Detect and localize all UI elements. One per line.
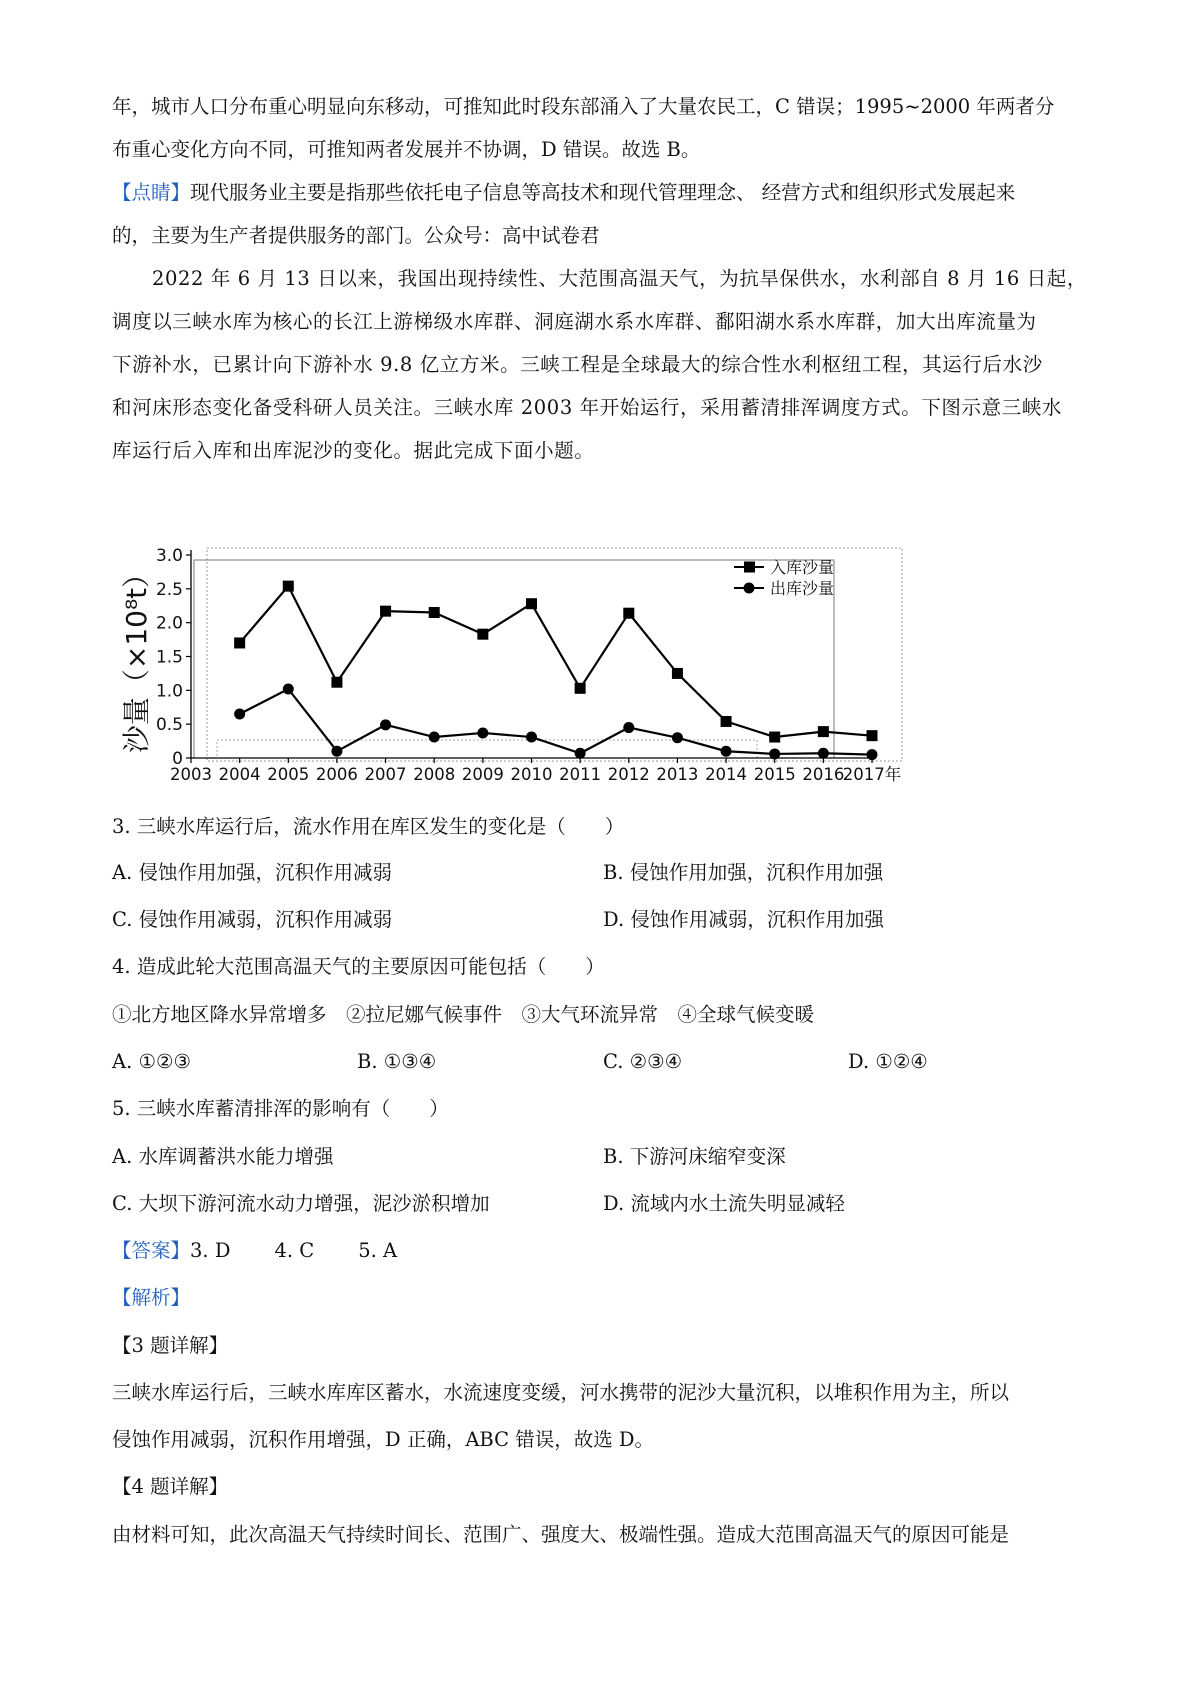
q5-option-b: B. 下游河床缩窄变深 <box>603 1145 786 1168</box>
passage-line: 下游补水，已累计向下游补水 9.8 亿立方米。三峡工程是全球最大的综合性水利枢纽工程，其运行后水沙 <box>112 353 1043 376</box>
data-point-outflow <box>477 727 488 738</box>
q3-option-c: C. 侵蚀作用减弱，沉积作用减弱 <box>112 908 393 931</box>
x-tick-label: 2017年 <box>842 765 902 784</box>
x-tick-label: 2010 <box>510 765 553 784</box>
q3-option-a: A. 侵蚀作用加强，沉积作用减弱 <box>112 861 392 884</box>
data-point-outflow <box>672 732 683 743</box>
y-tick-label: 0 <box>172 749 183 769</box>
x-tick-label: 2011 <box>559 765 602 784</box>
data-point-inflow <box>818 726 829 737</box>
data-point-outflow <box>769 748 780 759</box>
data-point-outflow <box>526 732 537 743</box>
data-point-inflow <box>867 730 878 741</box>
data-point-outflow <box>867 749 878 760</box>
x-tick-label: 2004 <box>218 765 261 784</box>
q5-option-a: A. 水库调蓄洪水能力增强 <box>112 1145 334 1168</box>
data-point-outflow <box>721 746 732 757</box>
legend-square-marker <box>744 562 755 573</box>
data-point-outflow <box>623 722 634 733</box>
x-tick-label: 2003 <box>170 765 212 784</box>
data-point-inflow <box>623 608 634 619</box>
y-tick-label: 0.5 <box>155 715 183 736</box>
data-point-inflow <box>380 606 391 617</box>
passage-line: 和河床形态变化备受科研人员关注。三峡水库 2003 年开始运行，采用蓄清排浑调度方式。下图示意三峡水 <box>112 396 1063 419</box>
x-tick-label: 2014 <box>705 765 748 784</box>
q4-option-a: A. ①②③ <box>112 1050 191 1073</box>
q3-option-b: B. 侵蚀作用加强，沉积作用加强 <box>603 861 884 884</box>
q4-option-b: B. ①③④ <box>357 1050 437 1073</box>
legend-label: 入库沙量 <box>770 558 835 577</box>
analysis-label: 【解析】 <box>112 1286 191 1309</box>
x-tick-label: 2005 <box>267 765 310 784</box>
paragraph-line: 年，城市人口分布重心明显向东移动，可推知此时段东部涌入了大量农民工，C 错误；1995~2000 年两者分 <box>112 95 1055 118</box>
q4-option-c: C. ②③④ <box>603 1050 683 1073</box>
tip-text: 现代服务业主要是指那些依托电子信息等高技术和现代管理理念、 经营方式和组织形式发展起来 <box>190 181 1016 204</box>
tip-label: 【点睛】 <box>112 181 191 204</box>
data-point-outflow <box>283 683 294 694</box>
y-axis-label: 沙量（×10⁸t） <box>120 559 153 754</box>
data-point-outflow <box>380 719 391 730</box>
data-point-outflow <box>429 732 440 743</box>
answer-5: 5. A <box>358 1239 398 1262</box>
q5-option-c: C. 大坝下游河流水动力增强，泥沙淤积增加 <box>112 1192 490 1215</box>
y-tick-label: 3.0 <box>155 546 183 566</box>
y-tick-label: 1.0 <box>155 681 183 702</box>
answer-3: 3. D <box>190 1239 231 1262</box>
data-point-inflow <box>331 677 342 688</box>
data-point-inflow <box>769 732 780 743</box>
passage-line: 2022 年 6 月 13 日以来，我国出现持续性、大范围高温天气，为抗旱保供水，水利部自 8 月 16 日起， <box>152 267 1087 290</box>
sediment-line-chart <box>112 540 902 790</box>
data-point-inflow <box>283 581 294 592</box>
series-line-1 <box>240 586 872 737</box>
question-5-stem: 5. 三峡水库蓄清排浑的影响有（ ） <box>112 1097 449 1120</box>
detail-4-label: 【4 题详解】 <box>112 1475 229 1498</box>
question-3-stem: 3. 三峡水库运行后，流水作用在库区发生的变化是（ ） <box>112 815 625 838</box>
passage-line: 调度以三峡水库为核心的长江上游梯级水库群、洞庭湖水系水库群、鄱阳湖水系水库群，加大出库流量为 <box>112 310 1037 333</box>
paragraph-line: 的，主要为生产者提供服务的部门。公众号：高中试卷君 <box>112 224 600 247</box>
paragraph-line: 布重心变化方向不同，可推知两者发展并不协调，D 错误。故选 B。 <box>112 138 701 161</box>
data-point-outflow <box>575 748 586 759</box>
tip-paragraph <box>112 178 1015 208</box>
answer-label: 【答案】 <box>112 1239 191 1262</box>
data-point-inflow <box>429 607 440 618</box>
x-tick-label: 2008 <box>413 765 456 784</box>
x-tick-label: 2016 <box>802 765 845 784</box>
question-4-items: ①北方地区降水异常增多 ②拉尼娜气候事件 ③大气环流异常 ④全球气候变暖 <box>112 1003 815 1026</box>
x-tick-label: 2015 <box>753 765 796 784</box>
data-point-inflow <box>234 637 245 648</box>
data-point-inflow <box>477 629 488 640</box>
q4-option-d: D. ①②④ <box>848 1050 928 1073</box>
x-tick-label: 2006 <box>315 765 358 784</box>
legend-circle-marker <box>744 583 755 594</box>
data-point-inflow <box>672 668 683 679</box>
detail-4-line: 由材料可知，此次高温天气持续时间长、范围广、强度大、极端性强。造成大范围高温天气的原因可能是 <box>112 1523 1010 1546</box>
y-tick-label: 2.5 <box>155 579 183 600</box>
data-point-inflow <box>575 683 586 694</box>
answer-line <box>112 1236 397 1266</box>
x-tick-label: 2007 <box>364 765 407 784</box>
data-point-outflow <box>818 748 829 759</box>
y-tick-label: 2.0 <box>155 613 183 634</box>
q3-option-d: D. 侵蚀作用减弱，沉积作用加强 <box>603 908 884 931</box>
q5-option-d: D. 流域内水土流失明显减轻 <box>603 1192 845 1215</box>
answer-4: 4. C <box>274 1239 315 1262</box>
detail-3-label: 【3 题详解】 <box>112 1334 229 1357</box>
detail-3-line: 三峡水库运行后，三峡水库库区蓄水，水流速度变缓，河水携带的泥沙大量沉积，以堆积作用为主，所以 <box>112 1381 1010 1404</box>
legend-label: 出库沙量 <box>770 579 835 598</box>
y-tick-label: 1.5 <box>155 647 183 668</box>
series-line-2 <box>240 689 872 755</box>
question-4-stem: 4. 造成此轮大范围高温天气的主要原因可能包括（ ） <box>112 955 605 978</box>
x-tick-label: 2009 <box>461 765 504 784</box>
x-tick-label: 2012 <box>607 765 650 784</box>
data-point-inflow <box>721 716 732 727</box>
data-point-outflow <box>331 746 342 757</box>
data-point-outflow <box>234 709 245 720</box>
x-tick-label: 2013 <box>656 765 699 784</box>
data-point-inflow <box>526 598 537 609</box>
passage-line: 库运行后入库和出库泥沙的变化。据此完成下面小题。 <box>112 439 595 462</box>
detail-3-line: 侵蚀作用减弱，沉积作用增强，D 正确，ABC 错误，故选 D。 <box>112 1428 655 1451</box>
